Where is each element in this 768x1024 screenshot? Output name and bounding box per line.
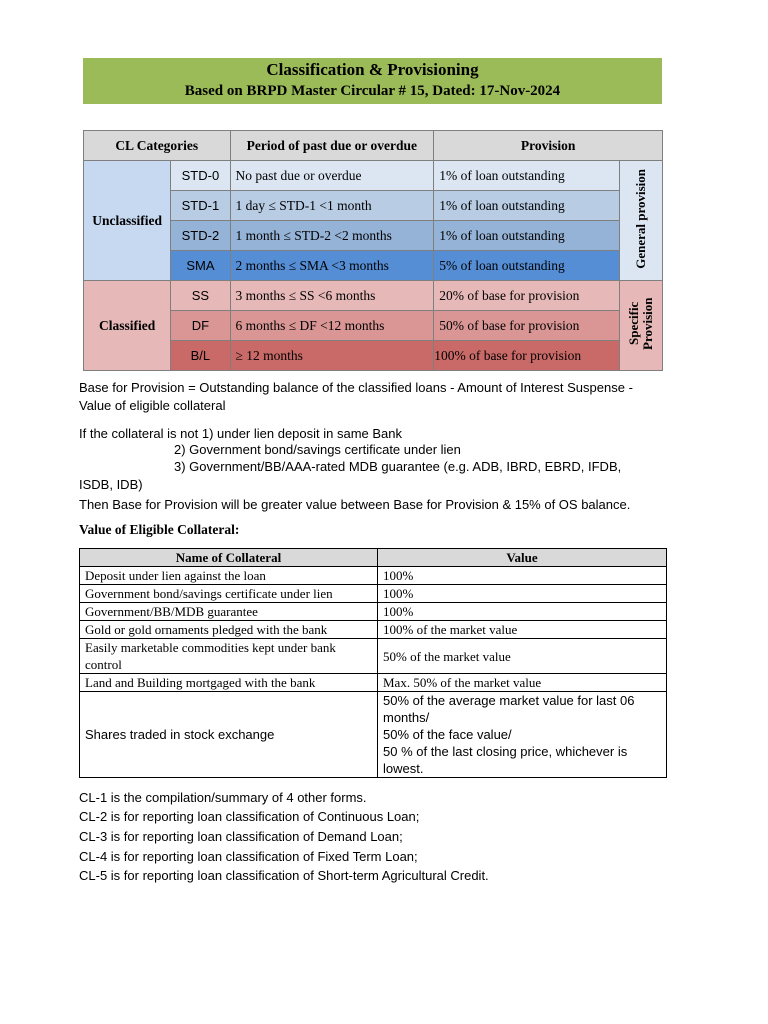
title-banner [83, 58, 662, 104]
condition-line2: 2) Government bond/savings certificate under lien [174, 442, 461, 457]
header-name-of-collateral: Name of Collateral [80, 549, 378, 567]
condition-line4: ISDB, IDB) [79, 477, 143, 492]
table-row [80, 639, 667, 674]
cl-categories-table [83, 130, 663, 371]
row-period: 1 month ≤ STD-2 <2 months [230, 221, 434, 251]
cl-form-item: CL-3 is for reporting loan classification of Demand Loan; [79, 829, 403, 844]
shares-value-line2: 50% of the face value/ [383, 727, 512, 742]
base-formula-line1: Base for Provision = Outstanding balance of the classified loans - Amount of Interest Suspense - [79, 380, 633, 395]
row-code: STD-0 [171, 161, 230, 191]
collateral-value: 50% of the market value [378, 639, 667, 674]
collateral-value: 100% [378, 603, 667, 621]
collateral-name: Shares traded in stock exchange [80, 692, 378, 778]
collateral-value: Max. 50% of the market value [378, 674, 667, 692]
collateral-name: Deposit under lien against the loan [80, 567, 378, 585]
table-row [80, 621, 667, 639]
row-code: STD-1 [171, 191, 230, 221]
collateral-table [79, 548, 667, 778]
collateral-name: Gold or gold ornaments pledged with the bank [80, 621, 378, 639]
row-provision: 20% of base for provision [434, 281, 620, 311]
row-period: 3 months ≤ SS <6 months [230, 281, 434, 311]
table-row [84, 341, 663, 371]
row-period: 2 months ≤ SMA <3 months [230, 251, 434, 281]
classified-label: Classified [84, 281, 171, 371]
unclassified-label: Unclassified [84, 161, 171, 281]
cl-form-item: CL-2 is for reporting loan classification of Continuous Loan; [79, 809, 420, 824]
row-period: No past due or overdue [230, 161, 434, 191]
header-provision: Provision [434, 131, 663, 161]
condition-line1: If the collateral is not 1) under lien deposit in same Bank [79, 426, 403, 441]
table-row [84, 161, 663, 191]
row-provision: 100% of base for provision [434, 341, 620, 371]
row-code: DF [171, 311, 230, 341]
page-title: Classification & Provisioning [266, 60, 479, 79]
then-line: Then Base for Provision will be greater value between Base for Provision & 15% of OS balance. [79, 497, 631, 512]
shares-value-line1: 50% of the average market value for last 06 months/ [383, 693, 635, 725]
table-row [80, 692, 667, 778]
row-provision: 1% of loan outstanding [434, 191, 620, 221]
collateral-value: 100% [378, 585, 667, 603]
shares-value-line3: 50 % of the last closing price, whichever is lowest. [383, 744, 628, 776]
row-code: SS [171, 281, 230, 311]
row-provision: 1% of loan outstanding [434, 161, 620, 191]
cl-form-item: CL-1 is the compilation/summary of 4 other forms. [79, 790, 367, 805]
collateral-name: Land and Building mortgaged with the bank [80, 674, 378, 692]
row-code: STD-2 [171, 221, 230, 251]
table-row [84, 281, 663, 311]
table-row [84, 251, 663, 281]
header-period: Period of past due or overdue [230, 131, 434, 161]
collateral-name: Government bond/savings certificate under lien [80, 585, 378, 603]
row-period: 1 day ≤ STD-1 <1 month [230, 191, 434, 221]
collateral-name: Easily marketable commodities kept under bank control [80, 639, 378, 674]
base-formula-line2: Value of eligible collateral [79, 398, 226, 413]
row-provision: 5% of loan outstanding [434, 251, 620, 281]
general-provision-label: General provision [619, 161, 662, 281]
row-provision: 1% of loan outstanding [434, 221, 620, 251]
cl-form-item: CL-5 is for reporting loan classification of Short-term Agricultural Credit. [79, 868, 489, 883]
collateral-value-shares [378, 692, 667, 778]
collateral-name: Government/BB/MDB guarantee [80, 603, 378, 621]
table-row [84, 221, 663, 251]
row-period: 6 months ≤ DF <12 months [230, 311, 434, 341]
condition-line3: 3) Government/BB/AAA-rated MDB guarantee (e.g. ADB, IBRD, EBRD, IFDB, [174, 459, 622, 474]
page-subtitle: Based on BRPD Master Circular # 15, Dated: 17-Nov-2024 [184, 83, 561, 99]
table-row [80, 585, 667, 603]
row-period: ≥ 12 months [230, 341, 434, 371]
header-cl-categories: CL Categories [84, 131, 231, 161]
collateral-heading: Value of Eligible Collateral: [79, 522, 240, 537]
row-provision: 50% of base for provision [434, 311, 620, 341]
cl-form-item: CL-4 is for reporting loan classification of Fixed Term Loan; [79, 849, 418, 864]
collateral-value: 100% [378, 567, 667, 585]
row-code: B/L [171, 341, 230, 371]
table-row [80, 674, 667, 692]
header-value: Value [378, 549, 667, 567]
table-row [84, 311, 663, 341]
specific-provision-label: Specific Provision [619, 281, 662, 371]
table-row [80, 567, 667, 585]
row-code: SMA [171, 251, 230, 281]
table-row [84, 191, 663, 221]
table-row [80, 603, 667, 621]
table-header-row [84, 131, 663, 161]
table-header-row [80, 549, 667, 567]
collateral-value: 100% of the market value [378, 621, 667, 639]
